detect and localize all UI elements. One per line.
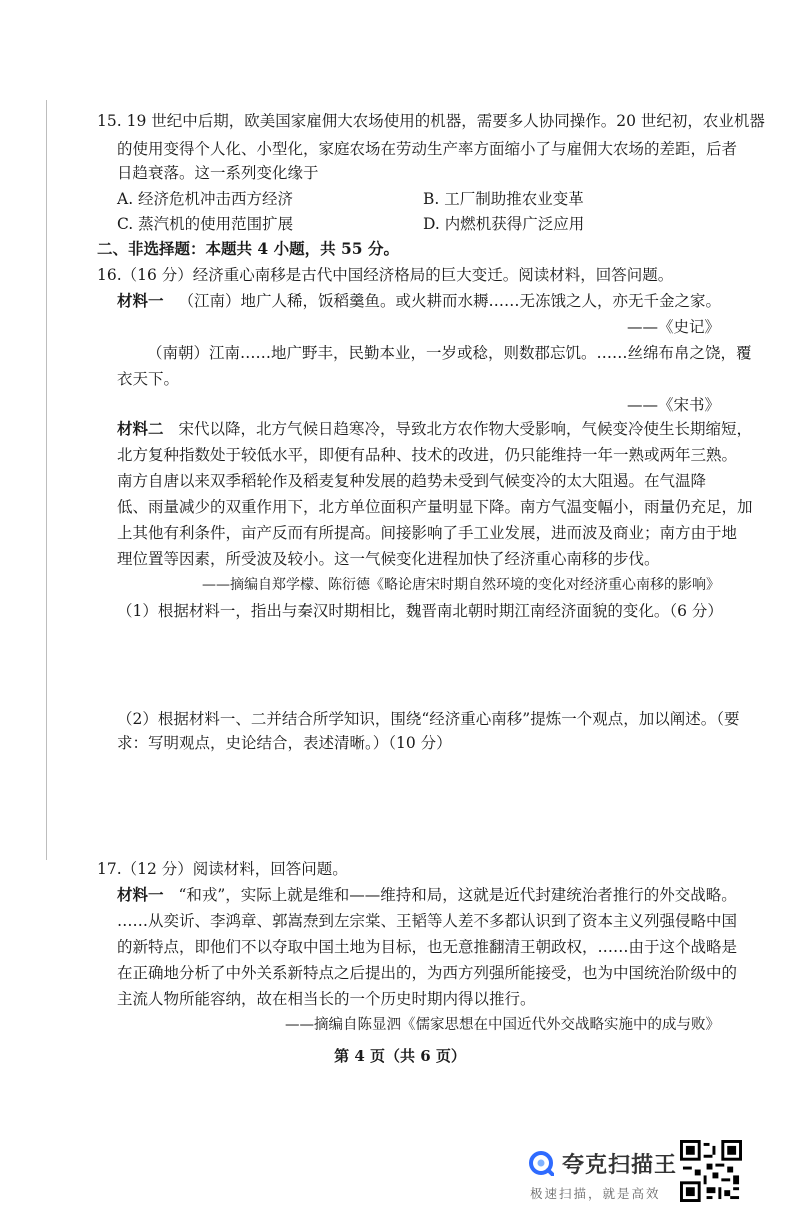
section-heading: 二、非选择题：本题共 4 小题，共 55 分。 xyxy=(97,239,399,258)
q16-material-2-line-5: 上其他有利条件，亩产反而有所提高。间接影响了手工业发展，进而波及商业；南方由于地 xyxy=(117,524,738,542)
scanner-logo-icon xyxy=(528,1150,554,1176)
q16-subquestion-1: （1）根据材料一，指出与秦汉时期相比，魏晋南北朝时期江南经济面貌的变化。（6 分） xyxy=(117,602,723,620)
q17-material-1-line-5: 主流人物所能容纳，故在相当长的一个历史时期内得以推行。 xyxy=(117,990,536,1008)
q15-line-1: 15. 19 世纪中后期，欧美国家雇佣大农场使用的机器，需要多人协同操作。20 世纪初，农业机器 xyxy=(97,112,765,130)
q16-subquestion-2-line-2: 求：写明观点，史论结合，表述清晰。）（10 分） xyxy=(117,734,452,752)
q16-material-1-p1 xyxy=(117,290,721,312)
q17-material-1-source: ——摘编自陈显泗《儒家思想在中国近代外交战略实施中的成与败》 xyxy=(285,1017,720,1033)
scanner-tagline: 极速扫描，就是高效 xyxy=(530,1186,661,1201)
q16-material-1-text-1: （江南）地广人稀，饭稻羹鱼。或火耕而水耨……无冻饿之人，亦无千金之家。 xyxy=(178,292,721,310)
q17-material-1-label: 材料一 xyxy=(117,885,164,904)
q16-material-2-label: 材料二 xyxy=(117,419,164,438)
q17-material-1-text-1: “和戎”，实际上就是维和——维持和局，这就是近代封建统治者推行的外交战略。 xyxy=(178,886,737,904)
q15-option-d: D. 内燃机获得广泛应用 xyxy=(423,215,585,233)
q16-material-2-line-2: 北方复种指数处于较低水平，即便有品种、技术的改进，仍只能维持一年一熟或两年三熟。 xyxy=(117,446,738,464)
scanner-brand-name: 夸克扫描王 xyxy=(562,1153,678,1178)
q16-material-2-line-3: 南方自唐以来双季稻轮作及稻麦复种发展的趋势未受到气候变冷的太大阻遏。在气温降 xyxy=(117,472,707,490)
q16-material-2-text-1: 宋代以降，北方气候日趋寒冷，导致北方农作物大受影响，气候变冷使生长期缩短， xyxy=(178,420,752,438)
q16-material-1-label: 材料一 xyxy=(117,291,164,310)
q17-material-1-line-1 xyxy=(117,884,737,906)
q15-option-a: A. 经济危机冲击西方经济 xyxy=(117,190,294,208)
q16-material-1-p2-line-1: （南朝）江南……地广野丰，民勤本业，一岁或稔，则数郡忘饥。……丝绵布帛之饶，覆 xyxy=(147,344,752,362)
q16-subquestion-2-line-1: （2）根据材料一、二并结合所学知识，围绕“经济重心南移”提炼一个观点，加以阐述。（要 xyxy=(117,710,740,728)
q16-material-2-line-6: 理位置等因素，所受波及较小。这一气候变化进程加快了经济重心南移的步伐。 xyxy=(117,550,660,568)
q17-material-1-line-3: 的新特点，即他们不以夺取中国土地为目标，也无意推翻清王朝政权，……由于这个战略是 xyxy=(117,938,738,956)
page-number: 第 4 页（共 6 页） xyxy=(334,1047,466,1065)
q17-stem: 17.（12 分）阅读材料，回答问题。 xyxy=(97,860,348,878)
q17-material-1-line-4: 在正确地分析了中外关系新特点之后提出的，为西方列强所能接受，也为中国统治阶级中的 xyxy=(117,964,738,982)
q17-material-1-line-2: ……从奕䜣、李鸿章、郭嵩焘到左宗棠、王韬等人差不多都认识到了资本主义列强侵略中国 xyxy=(117,912,738,930)
q15-line-2: 的使用变得个人化、小型化，家庭农场在劳动生产率方面缩小了与雇佣大农场的差距，后者 xyxy=(117,140,738,158)
q16-material-1-source-1: ——《史记》 xyxy=(626,318,720,336)
q16-material-1-p2-line-2: 衣天下。 xyxy=(117,370,180,388)
q16-stem: 16.（16 分）经济重心南移是古代中国经济格局的巨大变迁。阅读材料，回答问题。 xyxy=(97,266,674,284)
q16-material-2-source: ——摘编自郑学檬、陈衍德《略论唐宋时期自然环境的变化对经济重心南移的影响》 xyxy=(202,577,720,593)
q16-material-2-line-1 xyxy=(117,418,752,440)
q16-material-2-line-4: 低、雨量减少的双重作用下，北方单位面积产量明显下降。南方气温变幅小，雨量仍充足，加 xyxy=(117,498,753,516)
q15-option-b: B. 工厂制助推农业变革 xyxy=(423,190,584,208)
qr-code-icon xyxy=(680,1140,742,1202)
q16-material-1-source-2: ——《宋书》 xyxy=(626,396,720,414)
q15-option-c: C. 蒸汽机的使用范围扩展 xyxy=(117,215,294,233)
q15-line-3: 日趋衰落。这一系列变化缘于 xyxy=(117,164,319,182)
